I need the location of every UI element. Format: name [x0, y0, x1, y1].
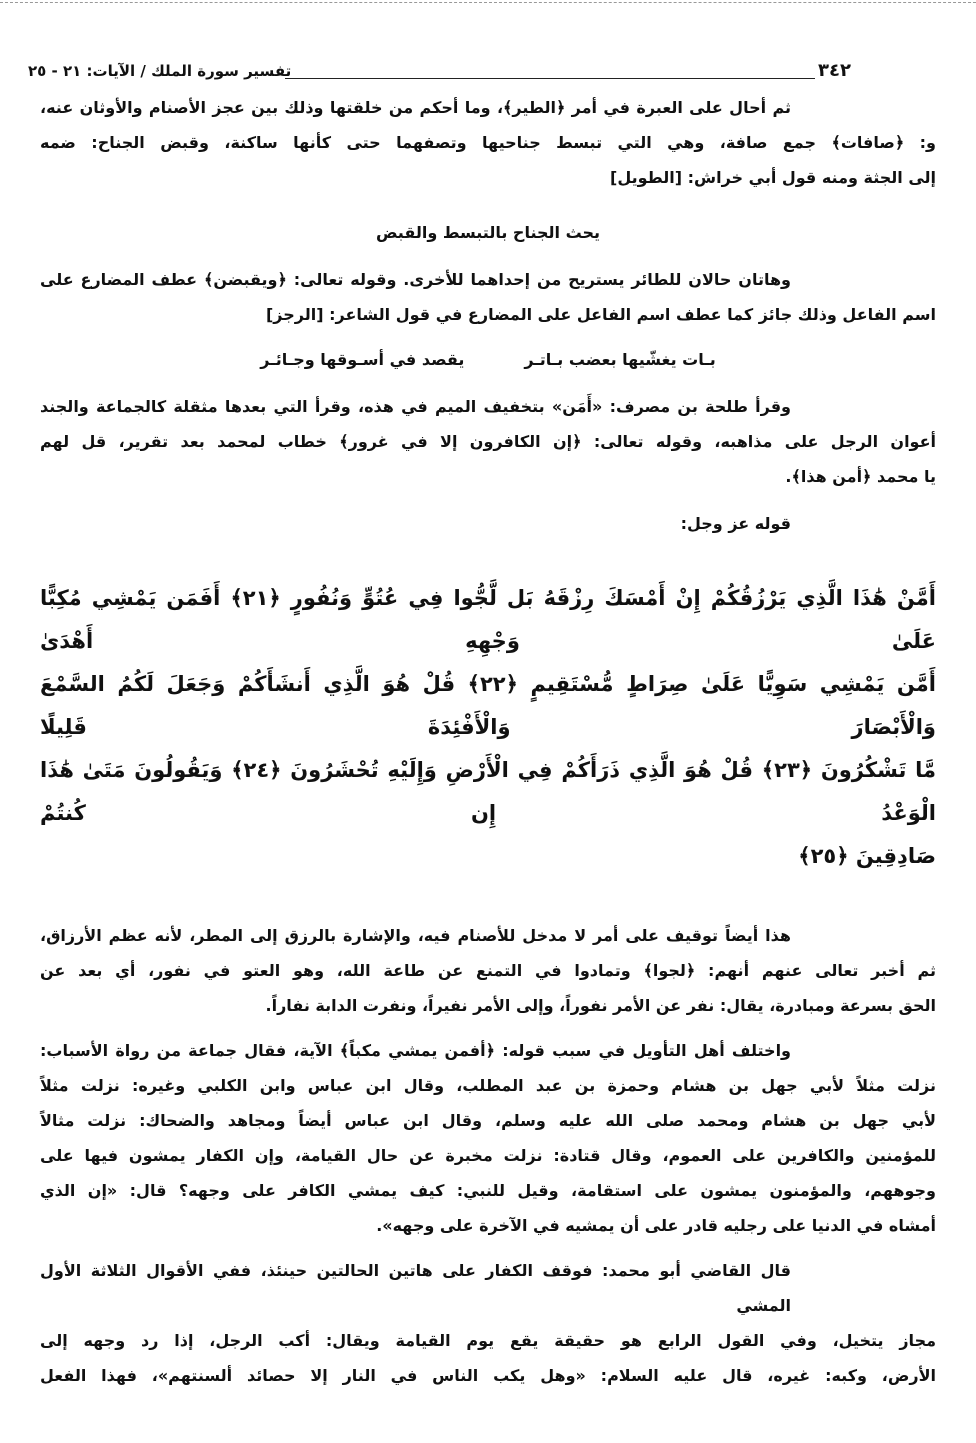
paragraph-line: وقرأ طلحة بن مصرف: «أَمَن» بتخفيف الميم في هذه، وقرأ التي بعدها مثقلة كالجماعة والجند — [40, 397, 791, 416]
poem — [40, 342, 936, 377]
paragraph — [40, 1033, 936, 1243]
paragraph-line: الأرض، وكبه: غيره، قال عليه السلام: «وهل يكب الناس في النار إلا حصائد ألسنتهم»، فهذا الفعل — [40, 1366, 936, 1385]
quran-line: أَمَّنْ هَٰذَا الَّذِي يَرْزُقُكُمْ إِنْ أَمْسَكَ رِزْقَهُ بَل لَّجُّوا فِي عُتُوٍّ وَنُفُورٍ ﴿٢١﴾ أَفَمَن يَمْشِي مُكِبًّا عَلَىٰ وَجْهِهِ أَهْدَىٰ — [40, 586, 936, 653]
page-body — [0, 90, 976, 1443]
quran-block — [40, 577, 936, 878]
paragraph-line: و: ﴿صافات﴾ جمع صافة، وهي التي تبسط جناحيها وتصفهما حتى كأنها ساكنة، وقبض الجناح: ضمه — [40, 133, 936, 152]
paragraph — [40, 1253, 936, 1393]
paragraph — [40, 389, 936, 494]
quran-line: مَّا تَشْكُرُونَ ﴿٢٣﴾ قُلْ هُوَ الَّذِي ذَرَأَكُمْ فِي الْأَرْضِ وَإِلَيْهِ تُحْشَرُونَ ﴿٢٤﴾ وَيَقُولُونَ مَتَىٰ هَٰذَا الْوَعْدُ إِن كُنتُمْ — [40, 758, 936, 825]
paragraph-line: ثم أخبر تعالى عنهم أنهم: ﴿لجوا﴾ وتمادوا في التمنع عن طاعة الله، وهو العتو في نفور، أي بعد عن — [40, 961, 936, 980]
paragraph-line: أمشاه في الدنيا على رجليه قادر على أن يمشيه في الآخرة على وجهه». — [376, 1216, 936, 1235]
quran-line: أَمَّن يَمْشِي سَوِيًّا عَلَىٰ صِرَاطٍ مُّسْتَقِيمٍ ﴿٢٢﴾ قُلْ هُوَ الَّذِي أَنشَأَكُمْ وَجَعَلَ لَكُمُ السَّمْعَ وَالْأَبْصَارَ وَالْأَفْئِدَةَ قَلِيلًا — [40, 672, 936, 739]
paragraph-line: قال القاضي أبو محمد: فوقف الكفار على هاتين الحالتين حينئذ، ففي الأقوال الثلاثة الأول المشي — [40, 1261, 791, 1315]
paragraph-line: إلى الجثة ومنه قول أبي خراش: [الطويل] — [610, 168, 936, 187]
verse-intro: قوله عز وجل: — [680, 514, 791, 533]
paragraph — [40, 262, 936, 332]
header-rule — [285, 78, 815, 79]
paragraph-line: الحق بسرعة ومبادرة، يقال: نفر عن الأمر نفوراً، وإلى الأمر نفيراً، ونفرت الدابة نفاراً. — [265, 996, 936, 1015]
paragraph-line: مجاز يتخيل، وفي القول الرابع هو حقيقة يقع يوم القيامة ويقال: أكب الرجل، إذا رد وجهه إلى — [40, 1331, 936, 1350]
paragraph-line: نزلت مثلاً لأبي جهل بن هشام وحمزة بن عبد المطلب، وقال ابن عباس وابن الكلبي وغيره: نزلت مثلاً — [40, 1076, 936, 1095]
paragraph-line: وجوههم، والمؤمنون يمشون على استقامة، وقيل للنبي: كيف يمشي الكافر على وجهه؟ قال: «إن الذي — [40, 1181, 936, 1200]
page-header — [0, 0, 976, 90]
paragraph-line: واختلف أهل التأويل في سبب قوله: ﴿أفمن يمشي مكباً﴾ الآية، فقال جماعة من رواة الأسباب: — [40, 1041, 791, 1060]
paragraph — [40, 90, 936, 195]
paragraph-line: للمؤمنين والكافرين على العموم، وقال قتادة: نزلت مخبرة عن حال القيامة، وإن الكفار يمشون فيها على — [40, 1146, 936, 1165]
paragraph — [40, 918, 936, 1023]
paragraph-line: يا محمد ﴿أمن هذا﴾. — [785, 467, 936, 486]
paragraph-line: ثم أحال على العبرة في أمر ﴿الطير﴾، وما أحكم من خلقتها وذلك بين عجز الأصنام والأوثان عنه، — [40, 98, 791, 117]
quran-line: صَادِقِينَ ﴿٢٥﴾ — [798, 844, 936, 868]
paragraph-line: أعوان الرجل على مذاهبه، وقوله تعالى: ﴿إن الكافرون إلا في غرور﴾ خطاب لمحمد بعد تقرير، قل لهم — [40, 432, 936, 451]
poetry-verse: يحث الجناح بالتبسط والقبض — [375, 223, 601, 242]
page-number: ٣٤٢ — [818, 60, 851, 81]
poem-hemistich-2: يقصد في أسـوقها وجـائـر — [260, 350, 465, 369]
paragraph-line: وهاتان حالان للطائر يستريح من إحداهما للأخرى. وقوله تعالى: ﴿ويقبضن﴾ عطف المضارع على — [40, 270, 791, 289]
paragraph-line: اسم الفاعل وذلك جائز كما عطف اسم الفاعل على المضارع في قول الشاعر: [الرجز] — [265, 305, 936, 324]
running-title: تفسير سورة الملك / الآيات: ٢١ - ٢٥ — [28, 62, 292, 80]
paragraph-line: لأبي جهل بن هشام ومحمد صلى الله عليه وسلم، وقال ابن عباس أيضاً ومجاهد والضحاك: نزلت مثالاً — [40, 1111, 936, 1130]
paragraph-line: هذا أيضاً توقيف على أمر لا مدخل للأصنام فيه، والإشارة بالرزق إلى المطر، لأنه عظم الأرزاق، — [40, 926, 791, 945]
poem-hemistich-1: بـات يغشّيها بعضب بـاتـر — [524, 350, 716, 369]
